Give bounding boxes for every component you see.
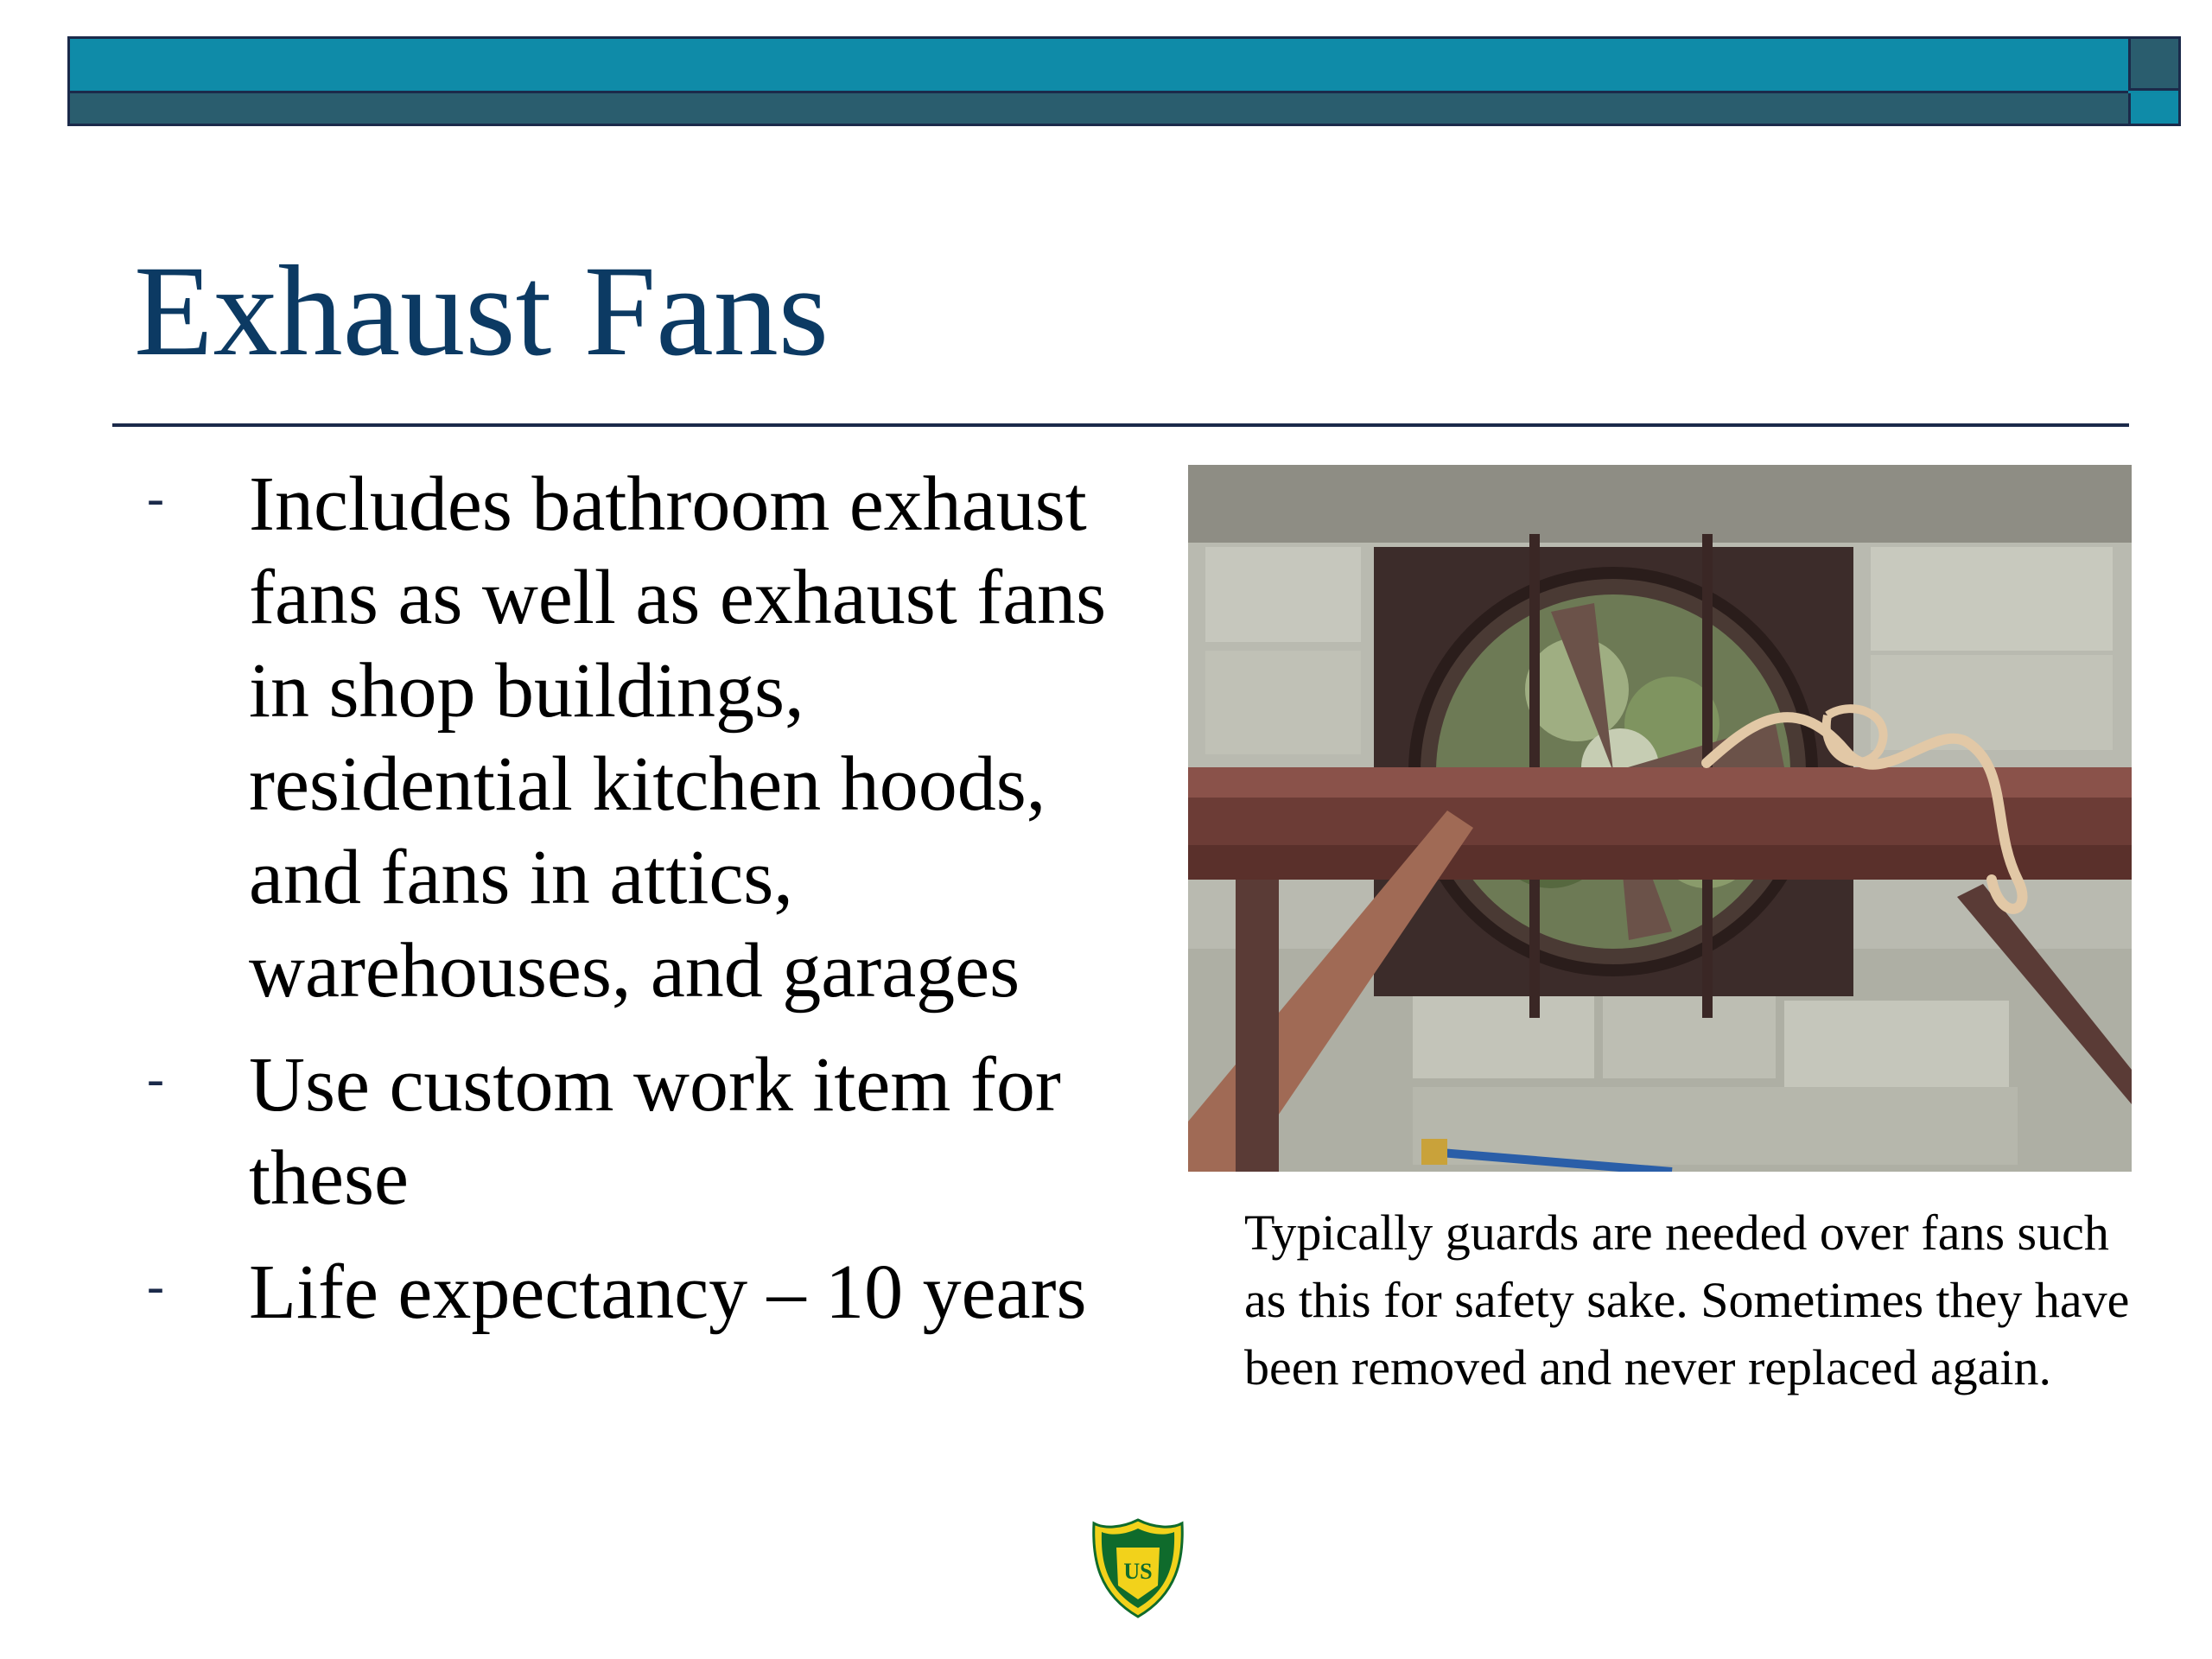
slide-title: Exhaust Fans xyxy=(134,239,830,383)
forest-service-shield-icon xyxy=(1090,1516,1185,1620)
bullet-dash: - xyxy=(147,469,164,526)
banner-corner-bottom xyxy=(2128,93,2178,124)
photo-caption: Typically guards are needed over fans such as this for safety sake. Sometimes they have been removed and never replaced again. xyxy=(1244,1205,2130,1395)
exhaust-fan-photo xyxy=(1188,465,2132,1172)
banner-top-stripe xyxy=(70,39,2128,93)
title-divider xyxy=(112,423,2129,427)
bullet-item xyxy=(147,1246,1141,1339)
bullet-text: Life expectancy – 10 years xyxy=(249,1249,1087,1335)
header-banner xyxy=(67,36,2181,126)
bullet-list xyxy=(147,458,1141,1360)
bullet-text: Use custom work item for these xyxy=(249,1042,1061,1221)
banner-corner-top xyxy=(2128,39,2178,91)
bullet-item xyxy=(147,1039,1141,1225)
bullet-dash: - xyxy=(147,1050,164,1107)
logo-text: US xyxy=(1123,1559,1153,1584)
bullet-dash: - xyxy=(147,1257,164,1314)
bullet-text: Includes bathroom exhaust fans as well as exhaust fans in shop buildings, residential kitchen hoods, and fans in attics, warehouses, and garages xyxy=(249,461,1107,1014)
bullet-item xyxy=(147,458,1141,1018)
banner-bottom-stripe xyxy=(70,93,2128,124)
